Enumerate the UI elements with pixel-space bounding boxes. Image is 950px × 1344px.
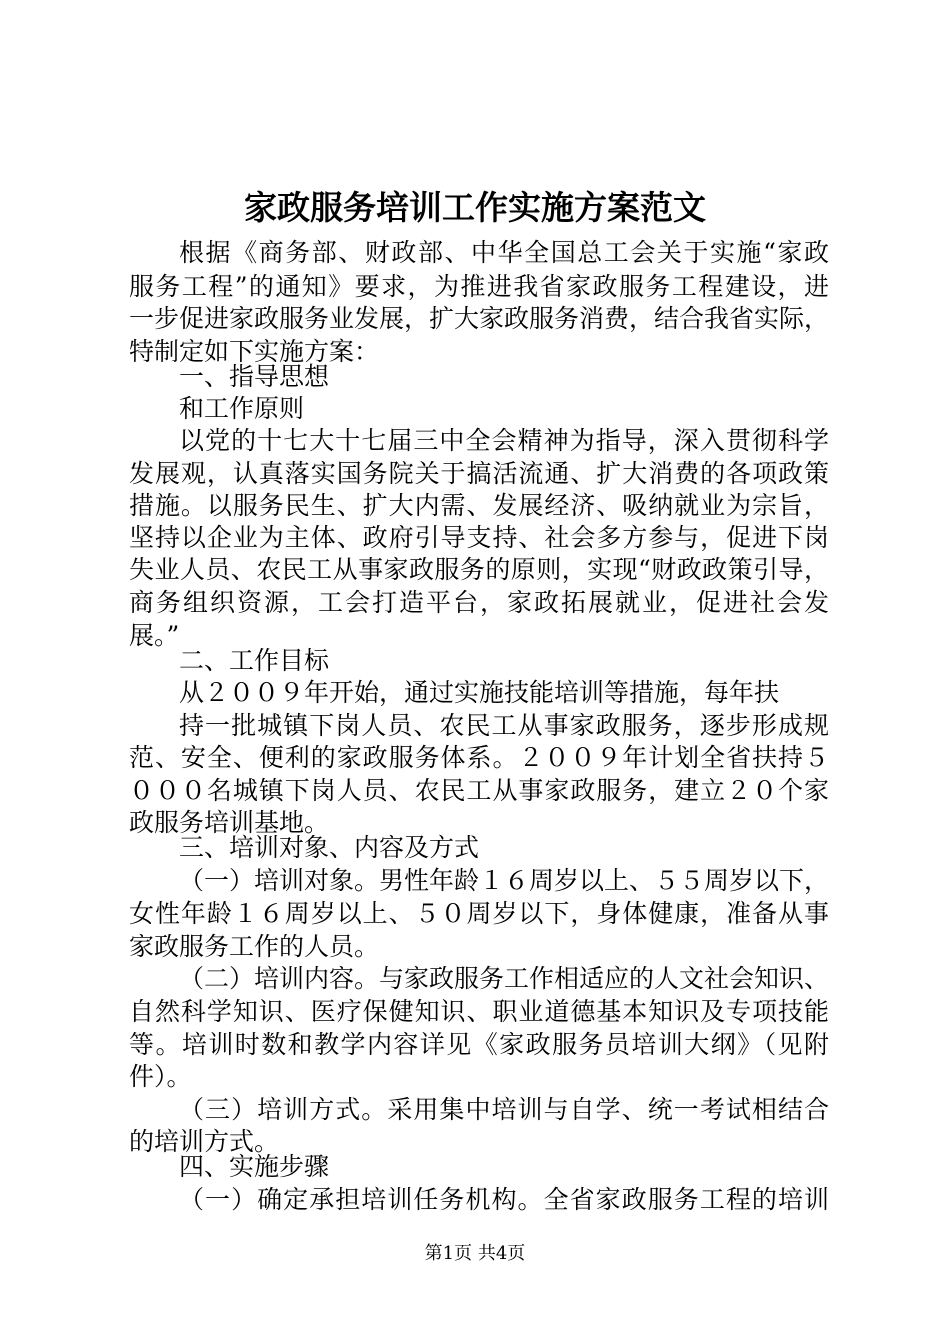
text-line: 持一批城镇下岗人员、农民工从事家政服务，逐步形成规 (179, 711, 829, 740)
text-line: 坚持以企业为主体、政府引导支持、社会多方参与，促进下岗 (129, 523, 829, 552)
text-line: 失业人员、农民工从事家政服务的原则，实现“财政政策引导， (129, 555, 829, 584)
section-heading: 四、实施步骤 (179, 1152, 330, 1181)
text-line: （三）培训方式。采用集中培训与自学、统一考试相结合 (179, 1095, 829, 1124)
section-heading: 二、工作目标 (179, 646, 330, 675)
text-line: 以党的十七大十七届三中全会精神为指导，深入贯彻科学 (179, 426, 829, 455)
text-line: 女性年龄１６周岁以上、５０周岁以下，身体健康，准备从事 (129, 899, 829, 928)
text-line: 的培训方式。 (129, 1127, 280, 1156)
text-line: 等。培训时数和教学内容详见《家政服务员培训大纲》（见附 (129, 1030, 829, 1059)
text-line: （一）培训对象。男性年龄１６周岁以上、５５周岁以下， (179, 866, 830, 895)
text-line: 件）。 (129, 1062, 192, 1091)
section-heading: 和工作原则 (179, 394, 305, 423)
text-line: 服务工程”的通知》要求，为推进我省家政服务工程建设，进 (129, 272, 829, 301)
text-line: 一步促进家政服务业发展，扩大家政服务消费，结合我省实际， (129, 304, 830, 333)
text-line: （二）培训内容。与家政服务工作相适应的人文社会知识、 (179, 964, 830, 993)
text-line: 政服务培训基地。 (129, 808, 330, 837)
text-line: 展。” (129, 621, 180, 650)
text-line: 商务组织资源，工会打造平台，家政拓展就业，促进社会发 (129, 588, 829, 617)
text-line: ０００名城镇下岗人员、农民工从事家政服务，建立２０个家 (129, 776, 829, 805)
text-line: 从２００９年开始，通过实施技能培训等措施，每年扶 (179, 678, 780, 707)
text-line: 自然科学知识、医疗保健知识、职业道德基本知识及专项技能 (129, 997, 829, 1026)
page-footer: 第1页 共4页 (424, 1243, 526, 1264)
section-heading: 三、培训对象、内容及方式 (179, 833, 480, 862)
text-line: 家政服务工作的人员。 (129, 932, 380, 961)
text-line: 范、安全、便利的家政服务体系。２００９年计划全省扶持５ (129, 743, 829, 772)
text-line: 发展观，认真落实国务院关于搞活流通、扩大消费的各项政策 (129, 459, 829, 488)
text-line: 措施。以服务民生、扩大内需、发展经济、吸纳就业为宗旨， (129, 491, 829, 520)
section-heading: 一、指导思想 (179, 362, 330, 391)
text-line: （一）确定承担培训任务机构。全省家政服务工程的培训 (179, 1185, 829, 1214)
document-title: 家政服务培训工作实施方案范文 (244, 188, 706, 227)
text-line: 根据《商务部、财政部、中华全国总工会关于实施“家政 (179, 238, 829, 267)
text-line: 特制定如下实施方案： (129, 337, 380, 366)
